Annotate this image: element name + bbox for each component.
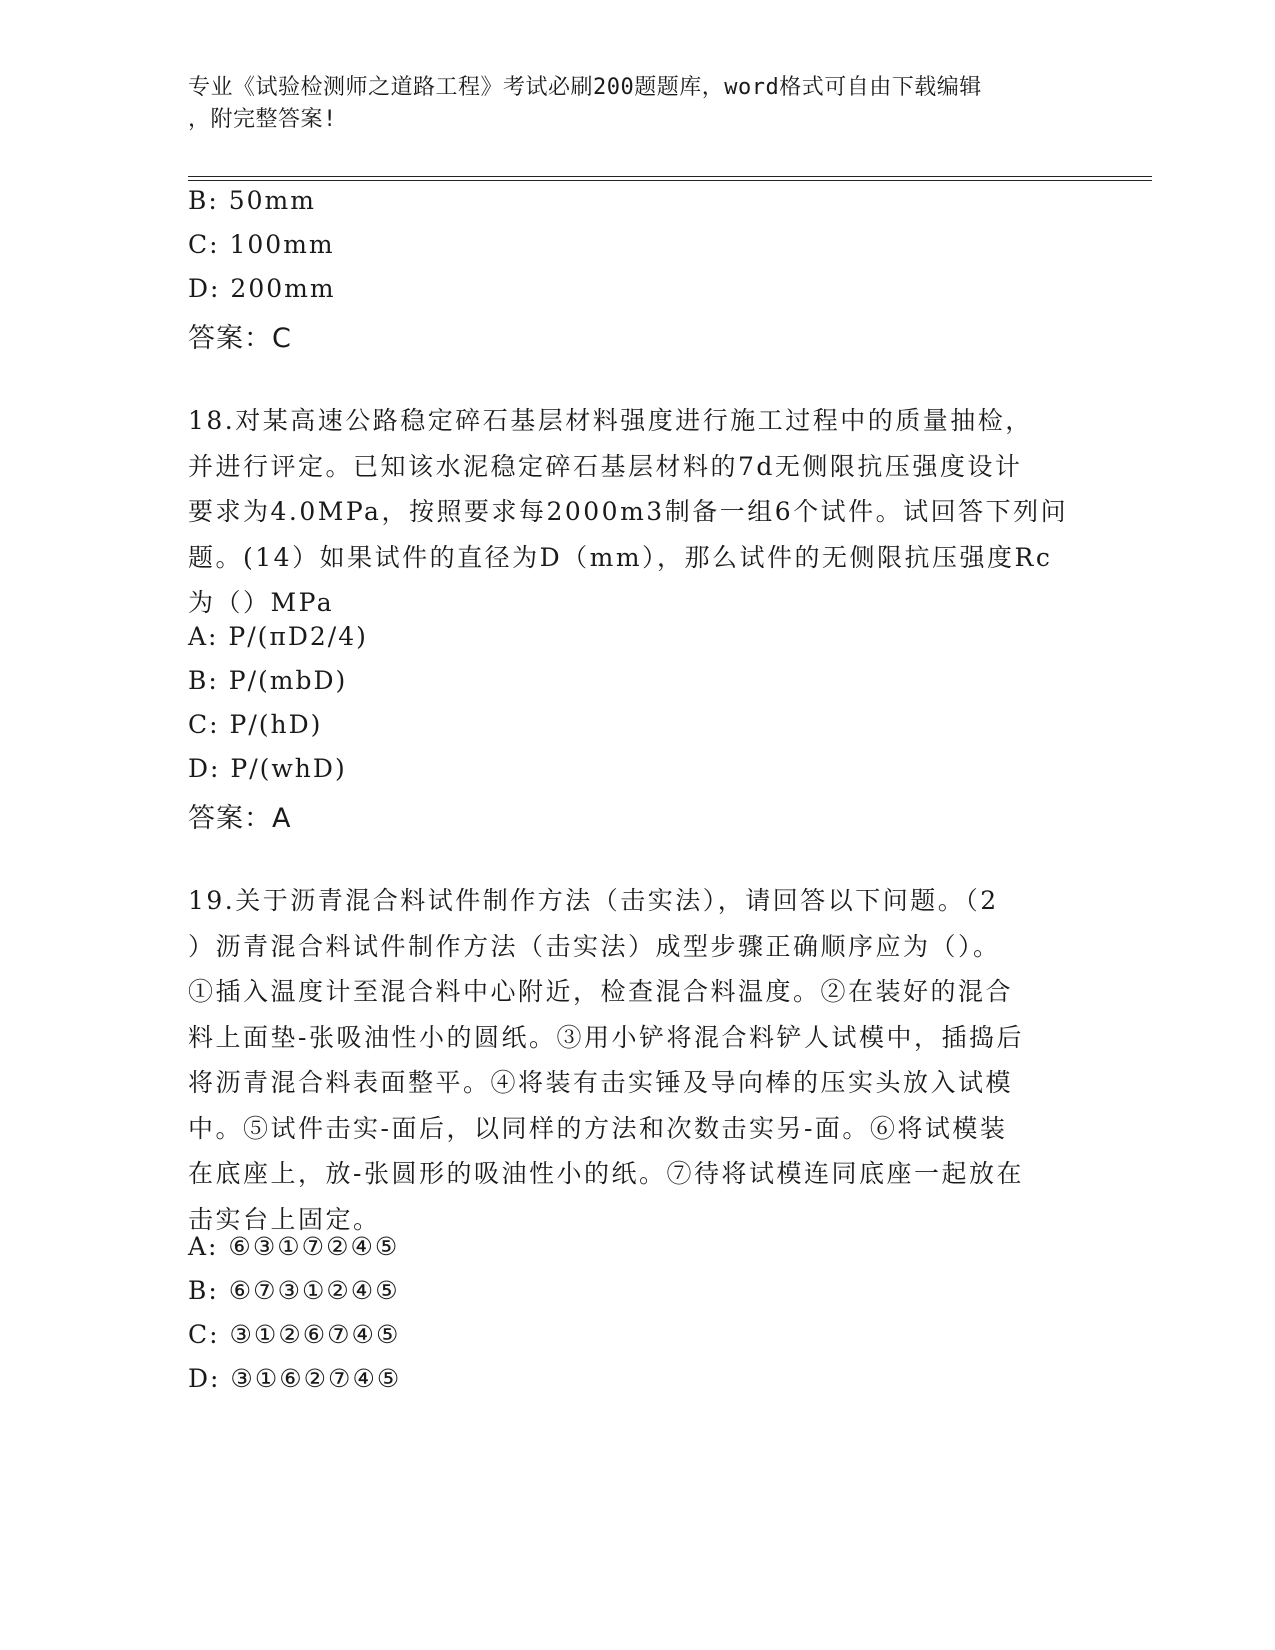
question-18-line: 并进行评定。已知该水泥稳定碎石基层材料的7d无侧限抗压强度设计: [188, 451, 1023, 481]
question-18-option-c: C: P/(hD): [188, 710, 323, 739]
question-19-option-c: C: ③①②⑥⑦④⑤: [188, 1320, 401, 1349]
question-19-line: ①插入温度计至混合料中心附近，检查混合料温度。②在装好的混合: [188, 977, 1014, 1006]
prev-answer: 答案：C: [188, 323, 292, 354]
question-18-line: 题。(14）如果试件的直径为D（mm），那么试件的无侧限抗压强度Rc: [188, 542, 1053, 572]
document-header: [188, 72, 1068, 136]
question-18-option-a: A: P/(πD2/4): [188, 622, 368, 651]
question-19-option-d: D: ③①⑥②⑦④⑤: [188, 1364, 402, 1393]
question-19-option-b: B: ⑥⑦③①②④⑤: [188, 1276, 400, 1305]
question-19-line: 料上面垫-张吸油性小的圆纸。③用小铲将混合料铲人试模中，插捣后: [188, 1022, 1024, 1052]
question-19-line: 将沥青混合料表面整平。④将装有击实锤及导向棒的压实头放入试模: [188, 1068, 1014, 1097]
prev-option-b: B: 50mm: [188, 186, 316, 215]
question-18-option-b: B: P/(mbD): [188, 666, 348, 695]
question-19-line: 击实台上固定。: [188, 1204, 381, 1234]
question-19-line: 中。⑤试件击实-面后，以同样的方法和次数击实另-面。⑥将试模装: [188, 1113, 1008, 1143]
question-18-answer: 答案：A: [188, 803, 292, 834]
prev-option-d: D: 200mm: [188, 274, 336, 303]
question-18-text: [188, 398, 1068, 626]
question-19-option-a: A: ⑥③①⑦②④⑤: [188, 1232, 400, 1261]
header-divider: [188, 176, 1152, 181]
question-18-option-d: D: P/(whD): [188, 754, 347, 783]
header-title-line1: 专业《试验检测师之道路工程》考试必刷200题题库，word格式可自由下载编辑: [188, 75, 982, 100]
question-18-line: 18.对某高速公路稳定碎石基层材料强度进行施工过程中的质量抽检，: [188, 406, 1033, 435]
question-19-line: ）沥青混合料试件制作方法（击实法）成型步骤正确顺序应为（）。: [188, 931, 1001, 961]
question-19-line: 19.关于沥青混合料试件制作方法（击实法），请回答以下问题。（2: [188, 886, 999, 915]
prev-option-c: C: 100mm: [188, 230, 335, 259]
question-19-line: 在底座上，放-张圆形的吸油性小的纸。⑦待将试模连同底座一起放在: [188, 1159, 1024, 1188]
question-18-line: 要求为4.0MPa，按照要求每2000m3制备一组6个试件。试回答下列问: [188, 497, 1069, 526]
question-19-text: [188, 878, 1068, 1242]
question-18-line: 为（）MPa: [188, 588, 335, 617]
header-title-line2: ，附完整答案!: [188, 107, 337, 132]
